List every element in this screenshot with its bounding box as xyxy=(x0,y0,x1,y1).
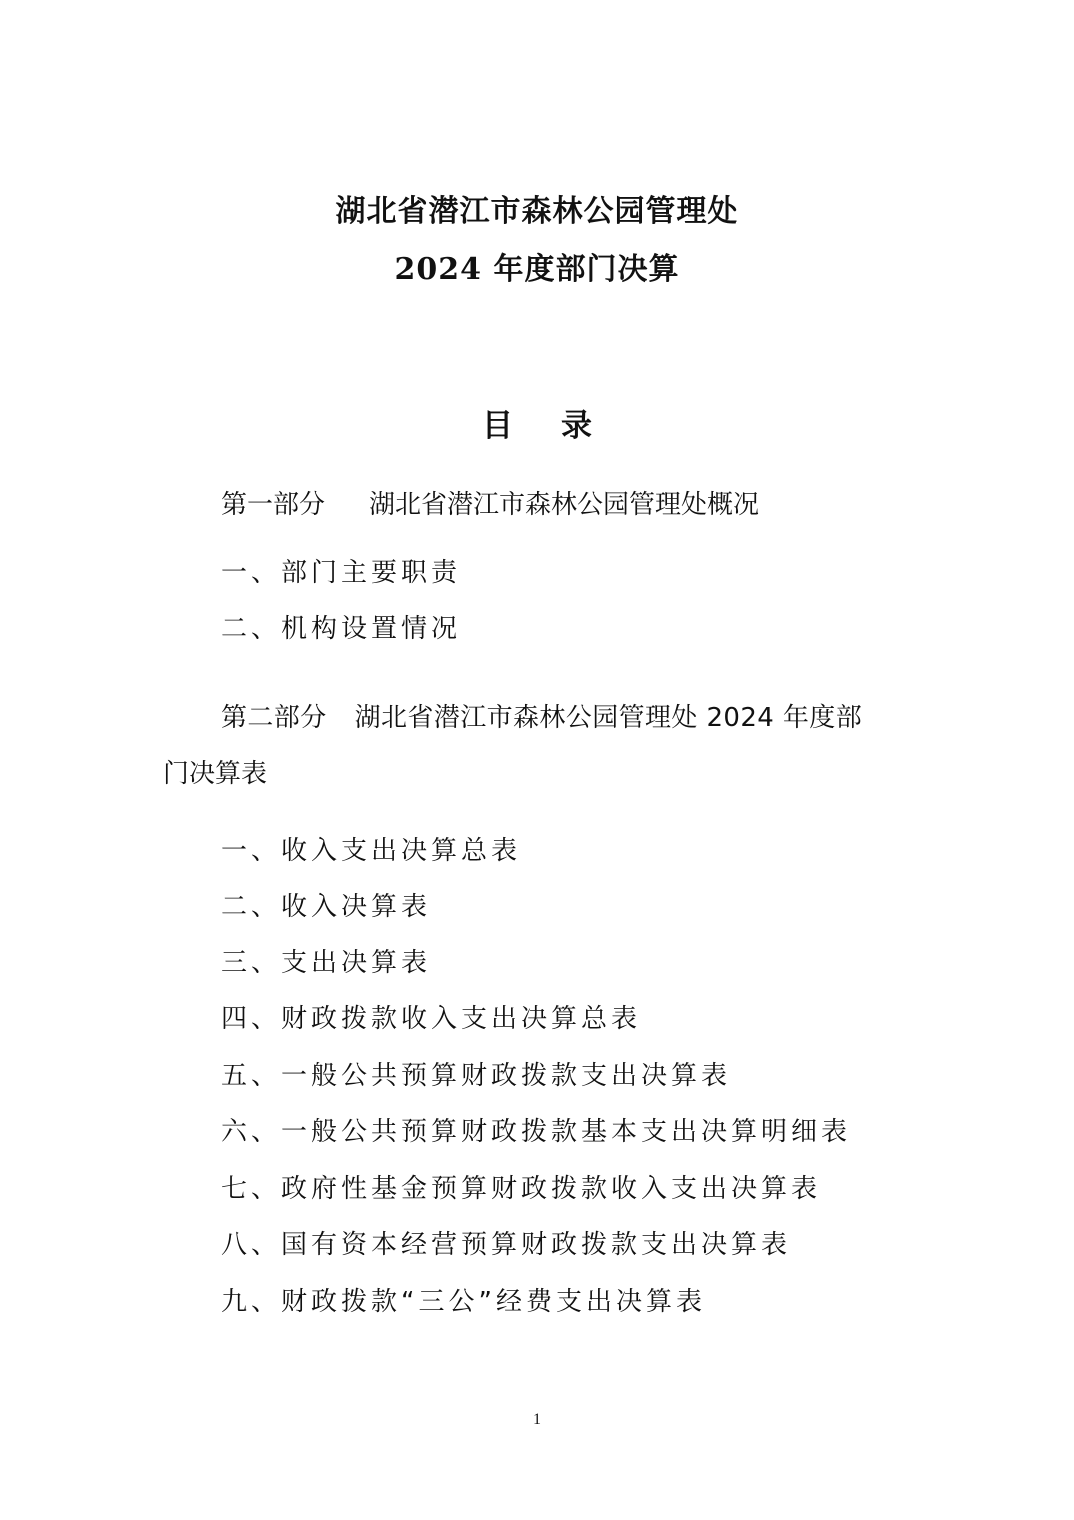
toc-part-2-item: 一、收入支出决算总表 xyxy=(221,836,522,866)
toc-part-2-item: 八、国有资本经营预算财政拨款支出决算表 xyxy=(221,1230,792,1260)
toc-part-2-label: 第二部分 xyxy=(221,703,327,733)
toc-part-2 xyxy=(221,701,862,735)
toc-part-2-item: 九、财政拨款“三公”经费支出决算表 xyxy=(221,1287,706,1317)
toc-part-2-item: 六、一般公共预算财政拨款基本支出决算明细表 xyxy=(221,1117,852,1147)
toc-heading: 目录 xyxy=(482,408,640,444)
document-title-line-1: 湖北省潜江市森林公园管理处 xyxy=(335,194,739,229)
toc-part-2-item: 七、政府性基金预算财政拨款收入支出决算表 xyxy=(221,1174,822,1204)
toc-part-2-text-line-1: 湖北省潜江市森林公园管理处 2024 年度部 xyxy=(354,703,863,733)
toc-part-2-text-line-2: 门决算表 xyxy=(163,759,268,789)
toc-part-1-label: 第一部分 xyxy=(221,490,326,520)
toc-part-1-item: 二、机构设置情况 xyxy=(221,614,462,644)
toc-part-2-item: 五、一般公共预算财政拨款支出决算表 xyxy=(221,1061,732,1091)
toc-part-1-text: 湖北省潜江市森林公园管理处概况 xyxy=(369,490,760,520)
toc-part-1-item: 一、部门主要职责 xyxy=(221,558,462,588)
page-number: 1 xyxy=(533,1411,541,1428)
toc-part-2-item: 三、支出决算表 xyxy=(221,948,432,978)
toc-part-1 xyxy=(221,488,759,522)
toc-part-2-item: 二、收入决算表 xyxy=(221,892,432,922)
document-title-line-2: 2024 年度部门决算 xyxy=(394,252,680,287)
toc-part-2-item: 四、财政拨款收入支出决算总表 xyxy=(221,1004,642,1034)
